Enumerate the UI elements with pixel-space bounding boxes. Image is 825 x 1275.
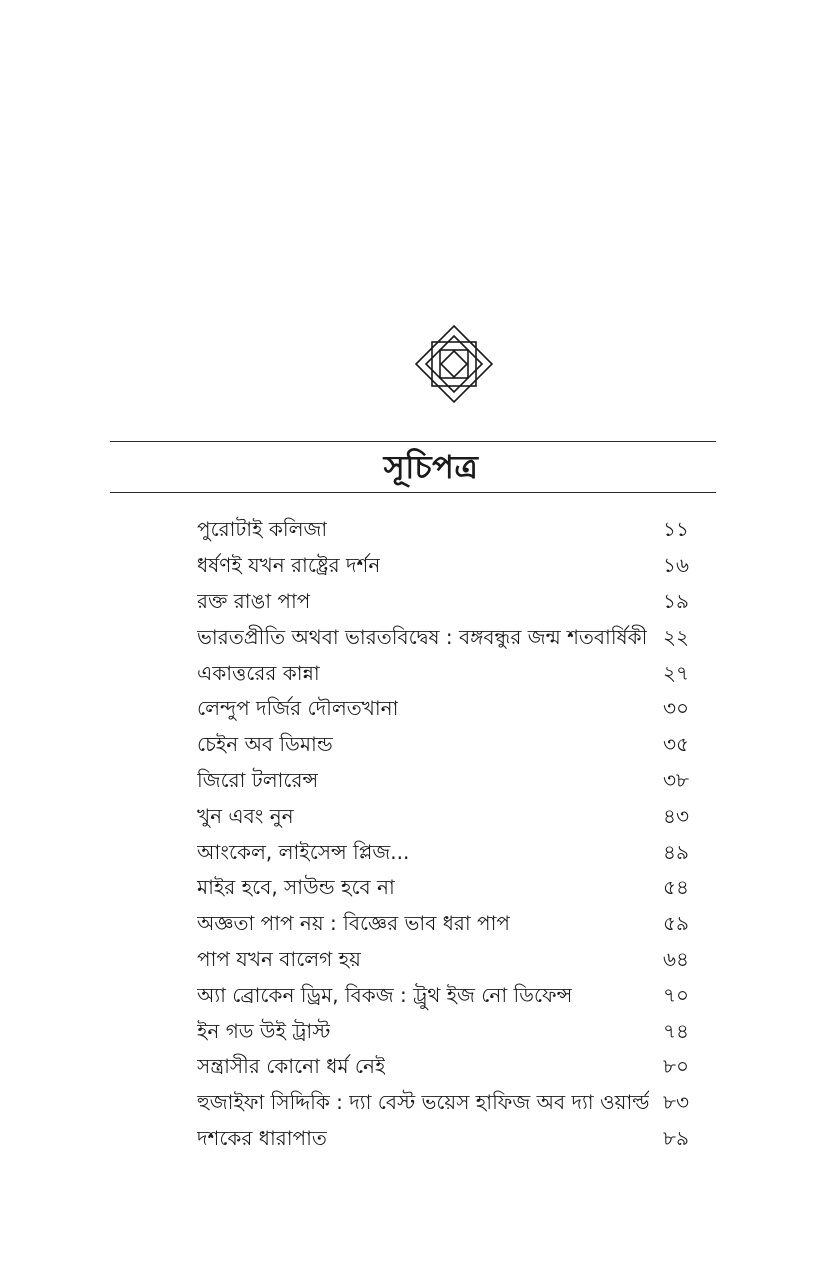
toc-entry-title: ধর্ষণই যখন রাষ্ট্রের দর্শন [197,553,381,578]
toc-entry-page: ৪৯ [663,839,689,864]
toc-entry-page: ৩০ [663,696,690,721]
table-of-contents [197,514,697,1158]
toc-entry-title: আংকেল, লাইসেন্স প্লিজ... [197,839,410,864]
toc-entry-page: ১৬ [663,553,689,578]
toc-entry-page: ৬৪ [663,946,689,971]
toc-entry-page: ২৭ [663,660,690,685]
toc-entry-title: হুজাইফা সিদ্দিকি : দ্যা বেস্ট ভয়েস হাফিজ অব দ্যা ওয়ার্ল্ড [197,1090,649,1115]
toc-entry[interactable] [197,1123,697,1159]
toc-entry-title: ভারতপ্রীতি অথবা ভারতবিদ্বেষ : বঙ্গবন্ধুর জন্ম শতবার্ষিকী [197,624,648,649]
toc-entry-page: ৭০ [663,982,690,1007]
toc-entry-title: অজ্ঞতা পাপ নয় : বিজ্ঞের ভাব ধরা পাপ [197,911,511,936]
page-title: সূচিপত্র [383,448,479,486]
toc-entry[interactable] [197,550,697,586]
toc-entry[interactable] [197,872,697,908]
toc-entry[interactable] [197,621,697,657]
toc-entry[interactable] [197,586,697,622]
heading-top-rule [110,441,716,442]
toc-entry-page: ৪৩ [663,803,689,828]
toc-entry-title: জিরো টলারেন্স [197,767,319,792]
toc-entry-title: অ্যা ব্রোকেন ড্রিম, বিকজ : ট্রুথ ইজ নো ডিফেন্স [197,982,573,1007]
toc-entry[interactable] [197,1087,697,1123]
toc-entry[interactable] [197,836,697,872]
toc-entry-page: ৮০ [663,1054,689,1079]
toc-entry-page: ৩৮ [663,767,689,792]
toc-entry[interactable] [197,908,697,944]
heading-bottom-rule [110,492,716,493]
toc-entry-page: ৫৪ [663,875,689,900]
toc-entry[interactable] [197,657,697,693]
toc-entry-title: পুরোটাই কলিজা [197,517,328,542]
toc-entry-page: ৮৩ [663,1090,689,1115]
toc-entry-page: ১১ [663,517,689,542]
toc-entry-title: লেন্দুপ দর্জির দৌলতখানা [197,696,399,721]
toc-entry-title: রক্ত রাঙা পাপ [197,588,311,613]
diamond-ornament-icon [414,324,494,404]
toc-entry-page: ২২ [663,624,690,649]
toc-entry-title: খুন এবং নুন [197,803,294,828]
toc-entry[interactable] [197,800,697,836]
toc-entry-title: ইন গড উই ট্রাস্ট [197,1018,331,1043]
toc-entry-page: ৮৯ [663,1125,689,1150]
toc-entry[interactable] [197,1051,697,1087]
toc-entry-title: পাপ যখন বালেগ হয় [197,946,361,971]
toc-entry-page: ৫৯ [663,911,689,936]
toc-entry-title: একাত্তরের কান্না [197,660,320,685]
toc-entry-title: মাইর হবে, সাউন্ড হবে না [197,875,395,900]
toc-entry[interactable] [197,979,697,1015]
toc-entry-title: চেইন অব ডিমান্ড [197,732,333,757]
toc-entry-title: সন্ত্রাসীর কোনো ধর্ম নেই [197,1054,386,1079]
toc-entry[interactable] [197,765,697,801]
toc-entry-page: ১৯ [663,588,689,613]
toc-entry[interactable] [197,514,697,550]
toc-entry[interactable] [197,729,697,765]
toc-entry[interactable] [197,944,697,980]
toc-entry-page: ৭৪ [663,1018,689,1043]
toc-entry[interactable] [197,1015,697,1051]
toc-entry-page: ৩৫ [663,732,689,757]
toc-entry-title: দশকের ধারাপাত [197,1125,327,1150]
toc-entry[interactable] [197,693,697,729]
